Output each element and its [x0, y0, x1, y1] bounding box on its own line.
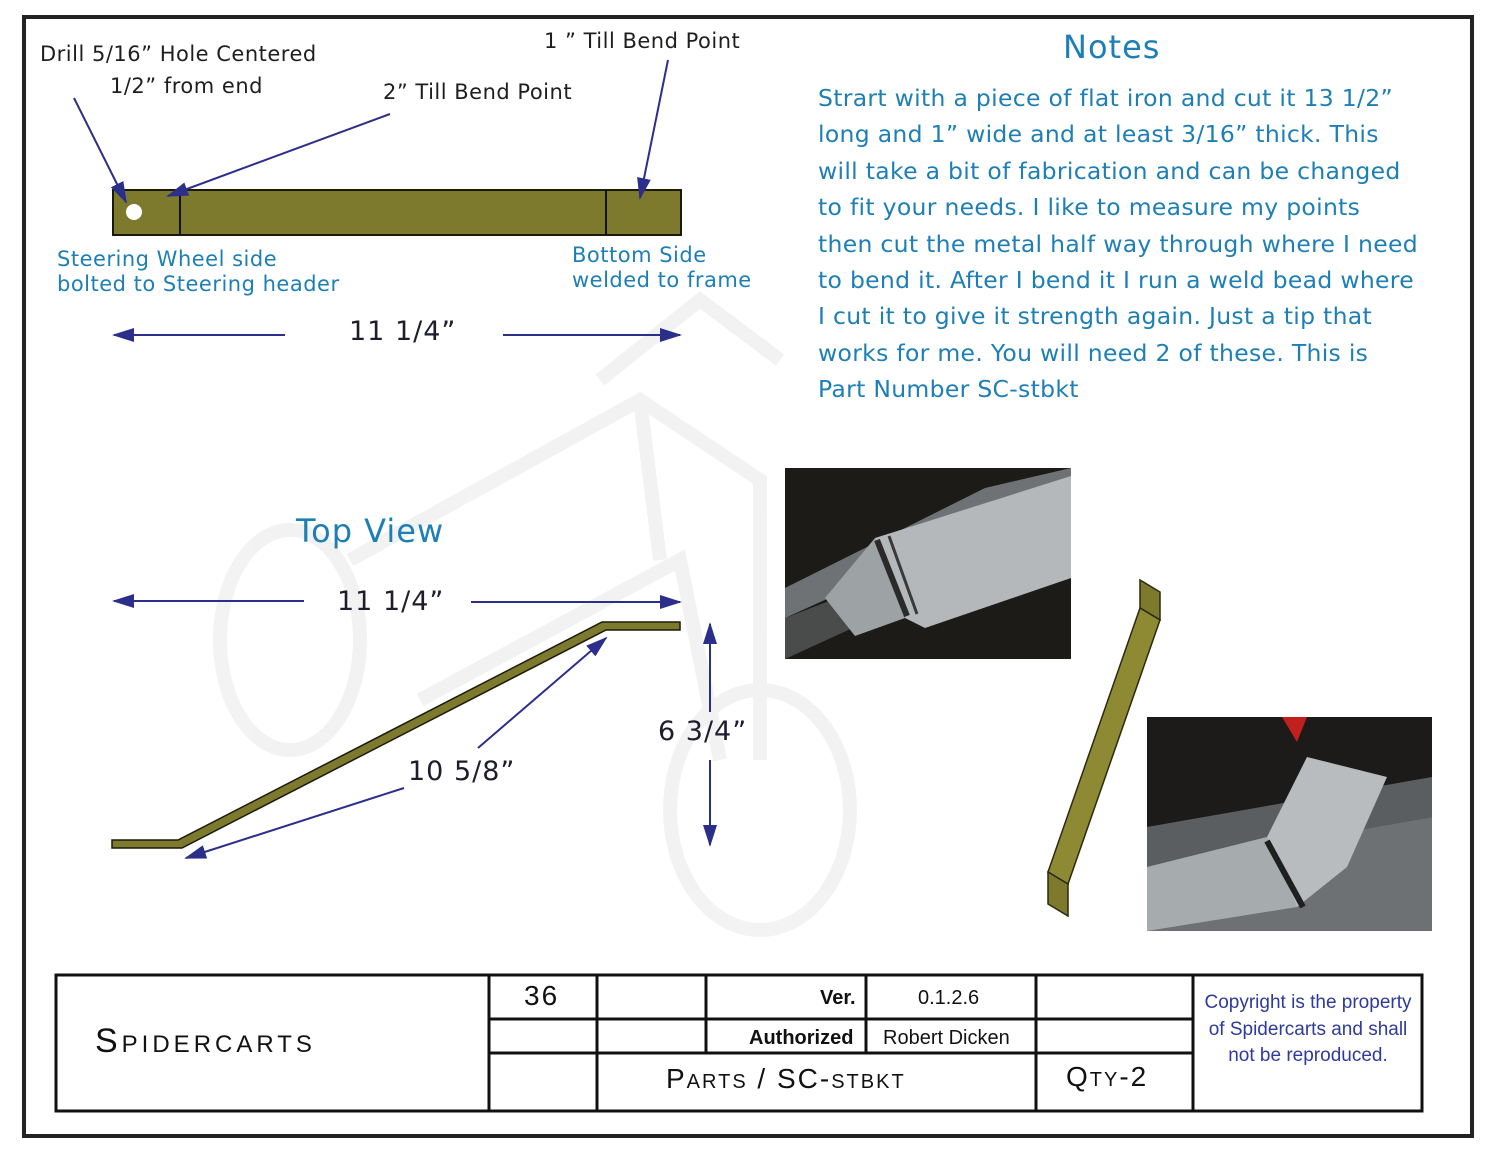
authorized-label: Authorized — [749, 1027, 854, 1049]
company-name: Spidercarts — [95, 1022, 316, 1060]
steering-side-label: Steering Wheel side bolted to Steering header — [57, 247, 340, 296]
bend-1in-label: 1 ” Till Bend Point — [544, 29, 741, 53]
ver-value: 0.1.2.6 — [918, 987, 980, 1009]
notes-title: Notes — [1063, 28, 1161, 66]
ver-label: Ver. — [820, 987, 856, 1009]
copyright-notice: Copyright is the property of Spidercarts and shall not be reproduced. — [1204, 992, 1412, 1066]
authorized-value: Robert Dicken — [883, 1027, 1010, 1049]
diagonal-dimension: 10 5/8” — [408, 756, 516, 787]
side-length-dimension: 11 1/4” — [349, 316, 457, 347]
page-number: 36 — [524, 980, 560, 1011]
bend-2in-label: 2” Till Bend Point — [383, 80, 573, 104]
notes-body: Strart with a piece of flat iron and cut it 13 1/2” long and 1” wide and at least 3/16” thick. This will take a bit of fabrication and can be changed to fit your needs. I like to measure my points then cut the metal half way through where I need to bend it. After I bend it I run a weld bead where I cut it to give it strength again. Just a tip that works for me. You will need 2 of these. This is Part Number SC-stbkt — [818, 84, 1418, 404]
drill-note-line1: Drill 5/16” Hole Centered — [40, 42, 317, 66]
quantity: Qty-2 — [1066, 1061, 1149, 1092]
drill-note-line2: 1/2” from end — [110, 74, 263, 98]
top-length-dimension: 11 1/4” — [337, 586, 445, 617]
top-view-title: Top View — [296, 512, 445, 550]
part-name: Parts / SC-stbkt — [666, 1063, 906, 1094]
bottom-side-label: Bottom Side welded to frame — [572, 243, 752, 292]
height-dimension: 6 3/4” — [658, 716, 748, 747]
